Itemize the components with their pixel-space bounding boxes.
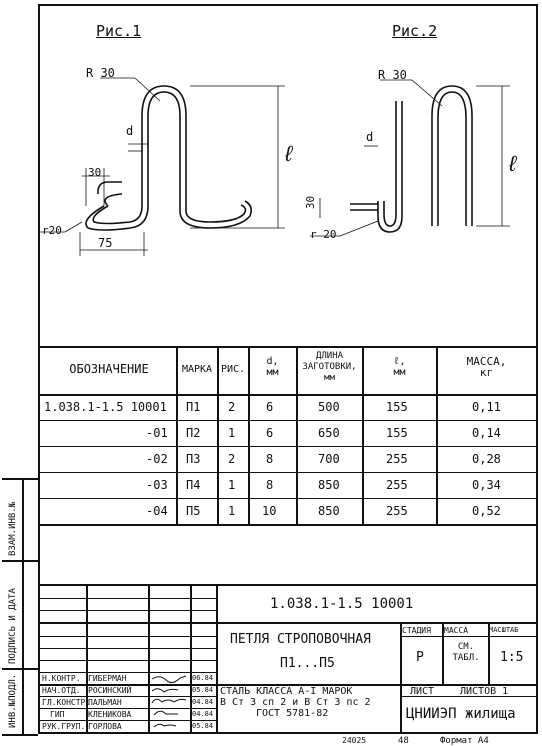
- table-row-2-designation: -01: [146, 426, 168, 440]
- table-row-5-fig: 1: [228, 504, 236, 518]
- side-label-replace: ВЗАМ.ИНВ.№: [8, 501, 18, 556]
- name-1: ГИБЕРМАН: [88, 674, 127, 683]
- stamp-stage-label: СТАДИЯ: [402, 626, 431, 635]
- stamp-stage-value: Р: [416, 650, 424, 665]
- table-row-1-mass: 0,11: [472, 400, 501, 414]
- stamp-scale-label: МАСШТАБ: [489, 626, 519, 634]
- date-2: 05.84: [192, 686, 214, 694]
- fig1-dim-75: 75: [98, 236, 113, 250]
- table-row-2-l: 155: [386, 426, 408, 440]
- table-row-3-mass: 0,28: [472, 452, 501, 466]
- table-row-3-mark: П3: [186, 452, 201, 466]
- table-row-4-designation: -03: [146, 478, 168, 492]
- stamp-material-line1: СТАЛЬ КЛАССА А-I МАРОК: [220, 686, 353, 697]
- fig1-r20-label: r20: [42, 224, 62, 237]
- role-2: НАЧ.ОТД.: [42, 686, 81, 695]
- name-2: РОСИНСКИЙ: [88, 686, 132, 695]
- table-row-1-length: 500: [318, 400, 340, 414]
- stamp-top-line: [40, 584, 536, 586]
- fig2-r20-label: r 20: [310, 228, 337, 241]
- date-1: 06.84: [192, 674, 214, 682]
- stamp-title-line1: ПЕТЛЯ СТРОПОВОЧНАЯ: [230, 632, 371, 647]
- date-3: 04.84: [192, 698, 214, 706]
- table-row-5-mark: П5: [186, 504, 201, 518]
- col-header-length: ДЛИНА ЗАГОТОВКИ, мм: [302, 351, 357, 383]
- table-row-3-fig: 2: [228, 452, 236, 466]
- side-label-inv: ИНВ.№ПОДЛ.: [8, 673, 18, 728]
- role-5: РУК.ГРУП.: [42, 722, 86, 731]
- date-5: 05.84: [192, 722, 214, 730]
- table-row-5-l: 255: [386, 504, 408, 518]
- stamp-scale-value: 1:5: [500, 650, 524, 665]
- footer-page: 48: [398, 736, 409, 746]
- table-row-2-d: 6: [266, 426, 274, 440]
- side-label-signature: ПОДПИСЬ И ДАТА: [8, 588, 18, 664]
- name-4: КЛЕНИКОВА: [88, 710, 132, 719]
- table-row-4-mark: П4: [186, 478, 201, 492]
- table-row-2-length: 650: [318, 426, 340, 440]
- table-row-3-designation: -02: [146, 452, 168, 466]
- role-3: ГЛ.КОНСТР.: [42, 698, 91, 707]
- table-row-4-mass: 0,34: [472, 478, 501, 492]
- table-row-1-mark: П1: [186, 400, 201, 414]
- fig1-radius-label: R 30: [86, 66, 115, 80]
- stamp-org: ЦНИИЭП жилища: [406, 706, 516, 722]
- role-1: Н.КОНТР.: [42, 674, 81, 683]
- col-header-l: ℓ, мм: [393, 356, 406, 378]
- col-header-mark: МАРКА: [181, 364, 213, 375]
- fig1-d-label: d: [126, 124, 134, 138]
- stamp-material-line2: В Ст 3 сп 2 и В Ст 3 пс 2: [220, 697, 371, 708]
- table-row-1-l: 155: [386, 400, 408, 414]
- col-header-mass: МАССА, кг: [466, 355, 507, 379]
- stamp-title-line2: П1...П5: [280, 656, 335, 671]
- col-header-designation: ОБОЗНАЧЕНИЕ: [69, 362, 149, 376]
- date-4: 04.84: [192, 710, 214, 718]
- table-row-2-mass: 0,14: [472, 426, 501, 440]
- fig1-dim-30: 30: [88, 166, 102, 179]
- table-row-4-d: 8: [266, 478, 274, 492]
- fig1-title: Рис.1: [96, 22, 142, 40]
- footer-code: 24025: [342, 736, 367, 745]
- col-header-d: d, мм: [266, 356, 279, 378]
- table-row-4-length: 850: [318, 478, 340, 492]
- table-top-line: [40, 346, 536, 348]
- stamp-sheets-label: ЛИСТОВ 1: [460, 686, 509, 697]
- table-row-4-l: 255: [386, 478, 408, 492]
- table-row-1-fig: 2: [228, 400, 236, 414]
- table-row-3-d: 8: [266, 452, 274, 466]
- fig2-dim-30: 30: [304, 195, 318, 210]
- table-row-5-mass: 0,52: [472, 504, 501, 518]
- role-4: ГИП: [50, 710, 65, 719]
- side-labels: [2, 478, 36, 728]
- stamp-sheet-label: ЛИСТ: [410, 686, 435, 697]
- stamp-doc-code: 1.038.1-1.5 10001: [270, 596, 414, 612]
- footer-format: Формат А4: [440, 736, 489, 746]
- fig2-radius-label: R 30: [378, 68, 407, 82]
- name-5: ГОРЛОВА: [88, 722, 122, 731]
- signatures: [148, 672, 190, 732]
- table-row-1-d: 6: [266, 400, 274, 414]
- table-row-5-length: 850: [318, 504, 340, 518]
- stamp-mass-label: МАССА: [444, 626, 469, 635]
- table-row-3-length: 700: [318, 452, 340, 466]
- table-row-5-d: 10: [262, 504, 277, 518]
- table-row-1-designation: 1.038.1-1.5 10001: [44, 400, 167, 414]
- fig2-d-label: d: [366, 130, 374, 144]
- fig2-title: Рис.2: [392, 22, 438, 40]
- stamp-material-line3: ГОСТ 5781-82: [256, 708, 329, 719]
- fig2-l-label: ℓ: [506, 152, 520, 177]
- stamp-mass-value: СМ. ТАБЛ.: [452, 642, 480, 663]
- table-row-4-fig: 1: [228, 478, 236, 492]
- table-row-5-designation: -04: [146, 504, 168, 518]
- table-row-2-mark: П2: [186, 426, 201, 440]
- name-3: ПАЛЬМАН: [88, 698, 122, 707]
- table-header-bottom: [40, 394, 536, 396]
- table-row-3-l: 255: [386, 452, 408, 466]
- fig1-l-label: ℓ: [282, 142, 296, 167]
- figures-drawing: [40, 6, 536, 346]
- col-header-fig: РИС.: [220, 364, 246, 375]
- table-row-2-fig: 1: [228, 426, 236, 440]
